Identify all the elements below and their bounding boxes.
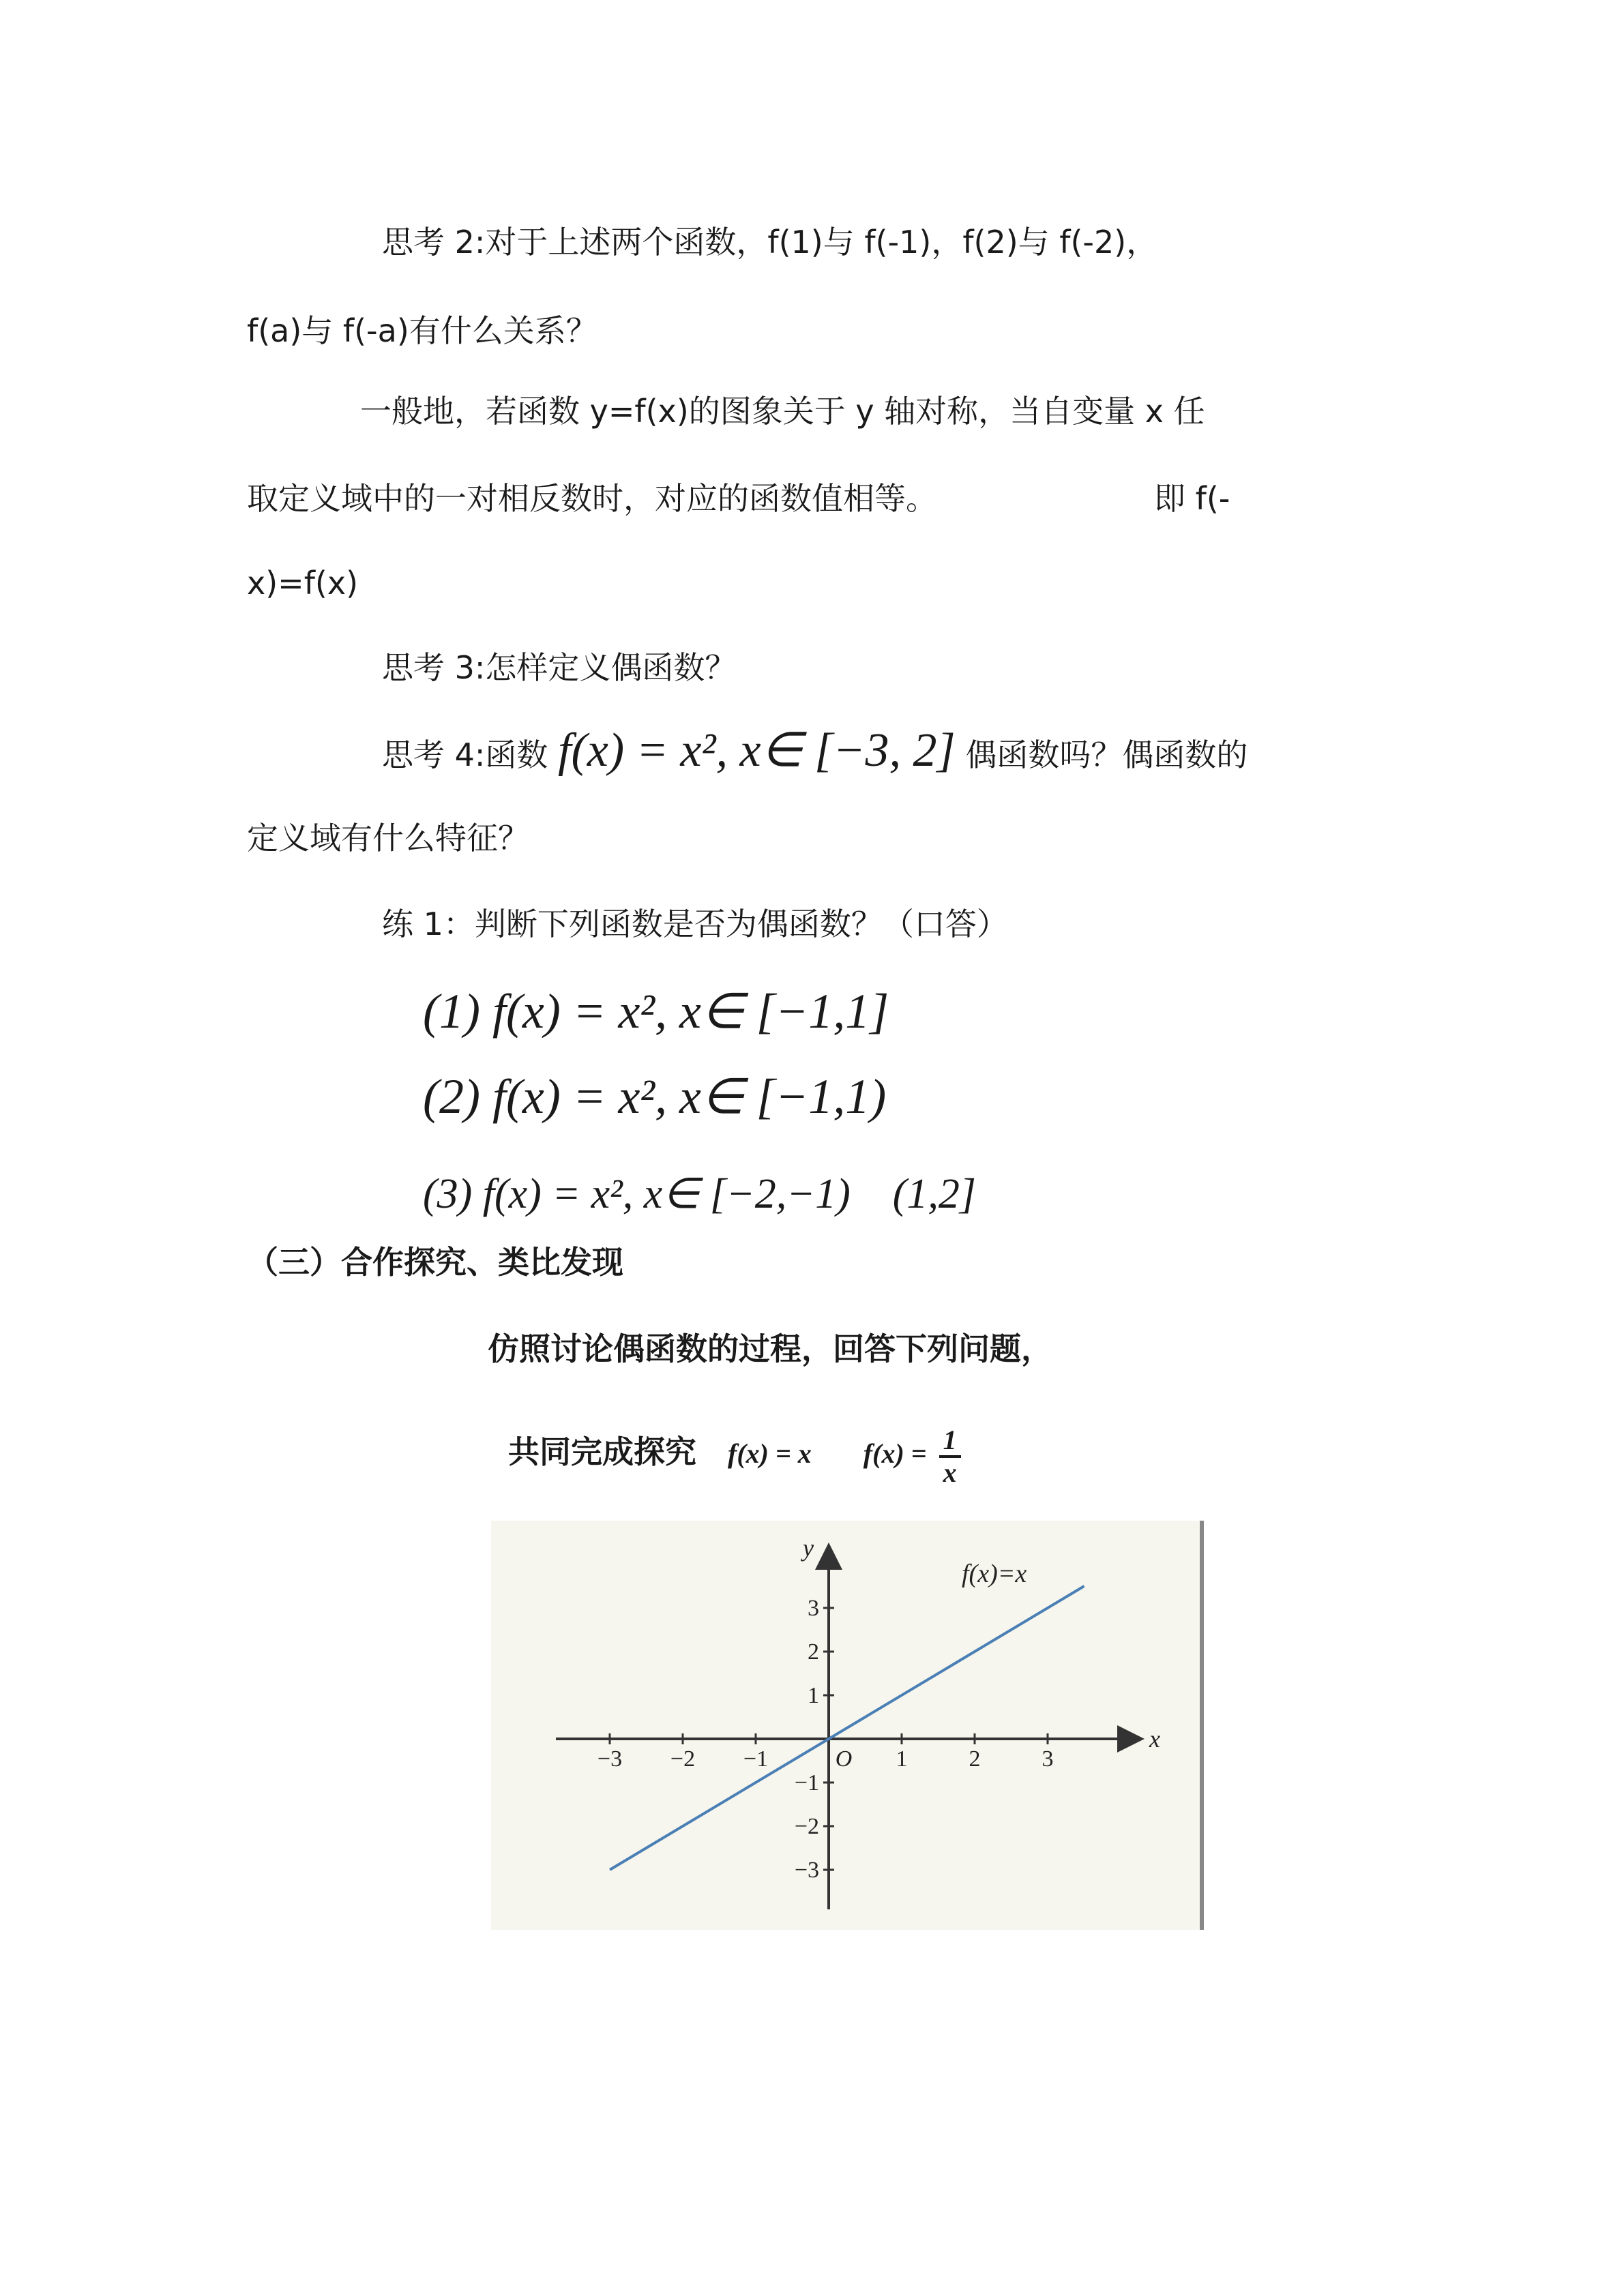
think2-line2: f(a)与 f(-a)有什么关系？ <box>247 312 597 349</box>
fraction <box>939 1425 961 1488</box>
formula-fx-eq-1-over-x <box>863 1425 961 1488</box>
bold-instruction-line1: 仿照讨论偶函数的过程，回答下列问题， <box>488 1330 1052 1367</box>
origin-label: O <box>835 1746 853 1772</box>
y-tick-label: 3 <box>808 1596 819 1621</box>
general-line1: 一般地，若函数 y=f(x)的图象关于 y 轴对称，当自变量 x 任 <box>360 393 1205 430</box>
x-axis-label: x <box>1149 1725 1160 1753</box>
function-label: f(x)=x <box>962 1560 1027 1588</box>
general-line3: x)=f(x) <box>247 565 359 601</box>
section-heading: （三）合作探究、类比发现 <box>247 1244 623 1281</box>
x-tick-label: −1 <box>743 1746 769 1772</box>
explore-label: 共同完成探究 <box>508 1433 696 1471</box>
general-line2: 取定义域中的一对相反数时，对应的函数值相等。 <box>247 480 937 517</box>
fraction-numerator: 1 <box>939 1425 961 1458</box>
exercise-item-2: (2) f(x) = x², x∈ [−1,1) <box>423 1069 887 1124</box>
exercise1-prompt: 练 1：判断下列函数是否为偶函数？（口答） <box>382 906 1008 942</box>
formula-b-lhs: f(x) = <box>863 1438 927 1470</box>
think3-line: 思考 3:怎样定义偶函数？ <box>382 649 737 686</box>
x-tick-label: 2 <box>969 1746 981 1772</box>
x-tick-label: −3 <box>597 1746 623 1772</box>
think4-line2: 定义域有什么特征？ <box>247 820 529 856</box>
think4-formula: f(x) = x², x∈ [−3, 2] <box>558 724 956 777</box>
general-ji: 即 f(- <box>1154 480 1230 517</box>
y-tick-label: −1 <box>794 1770 819 1795</box>
think4-line1 <box>382 724 1248 777</box>
exercise-item-3: (3) f(x) = x², x∈ [−2,−1) (1,2] <box>423 1171 977 1217</box>
bold-instruction-line2 <box>508 1425 961 1488</box>
y-axis-label: y <box>803 1534 814 1562</box>
x-tick-label: 3 <box>1042 1746 1054 1772</box>
y-tick-label: 1 <box>808 1683 819 1708</box>
graph-background <box>491 1521 1200 1930</box>
function-graph <box>491 1521 1207 1937</box>
y-tick-label: −3 <box>794 1858 819 1883</box>
think2-line1: 思考 2:对于上述两个函数，f(1)与 f(-1)，f(2)与 f(-2)， <box>382 224 1158 260</box>
formula-fx-eq-x: f(x) = x <box>728 1438 812 1470</box>
x-tick-label: −2 <box>670 1746 696 1772</box>
think4-tail: 偶函数吗？偶函数的 <box>965 736 1248 773</box>
x-tick-label: 1 <box>896 1746 908 1772</box>
y-tick-label: 2 <box>808 1639 819 1665</box>
exercise-item-1: (1) f(x) = x², x∈ [−1,1] <box>423 984 889 1039</box>
y-tick-label: −2 <box>794 1814 819 1839</box>
think4-label: 思考 4:函数 <box>382 736 548 773</box>
fraction-denominator: x <box>943 1457 957 1488</box>
